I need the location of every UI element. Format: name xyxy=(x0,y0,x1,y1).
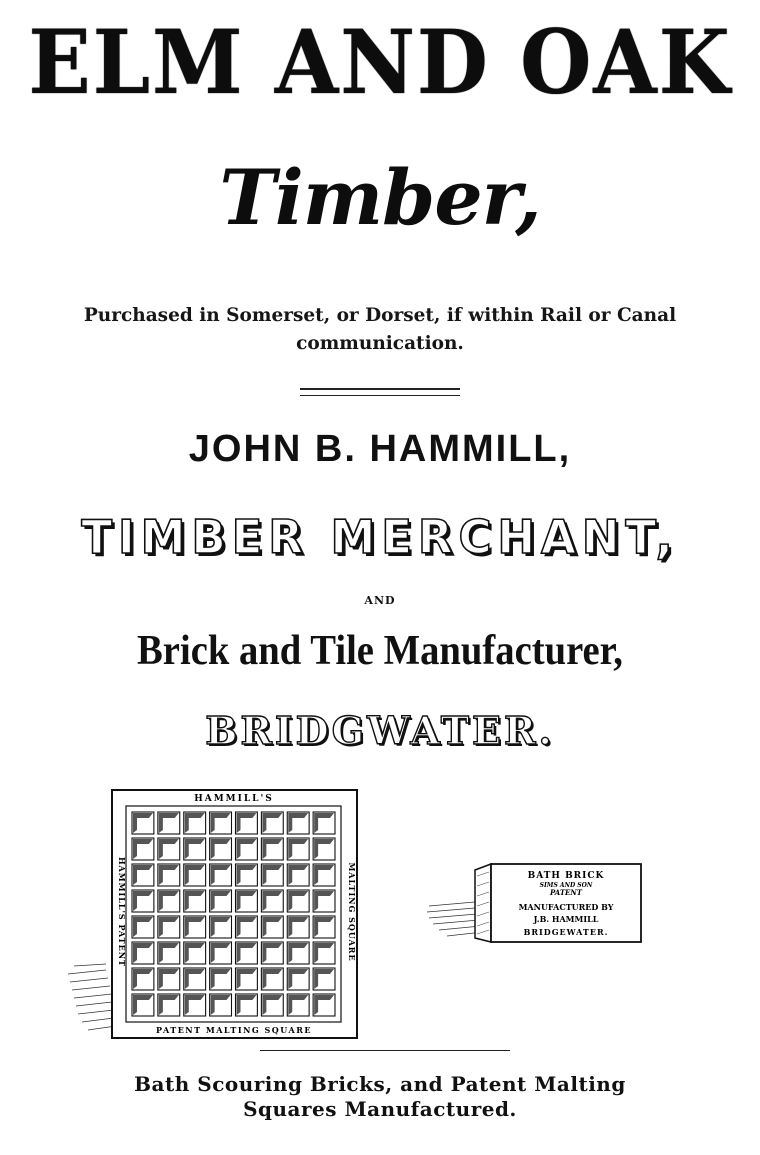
malting-square-illustration xyxy=(68,782,368,1042)
brick-line-6: BRIDGEWATER. xyxy=(523,927,609,937)
proprietor-name: JOHN B. HAMMILL, xyxy=(188,428,572,470)
brick-line-3: PATENT xyxy=(550,888,582,897)
footer-text xyxy=(40,1072,720,1122)
conjunction-and: AND xyxy=(364,594,396,607)
double-rule-divider xyxy=(300,388,460,396)
single-rule-divider xyxy=(260,1050,510,1051)
headline: ELM AND OAK xyxy=(28,10,732,114)
brick-line-5: J.B. HAMMILL xyxy=(533,914,599,924)
square-left-label: HAMMILL'S PATENT xyxy=(117,857,127,967)
brick-line-4: MANUFACTURED BY xyxy=(518,902,614,912)
square-bottom-label: PATENT MALTING SQUARE xyxy=(156,1025,312,1035)
bath-brick-illustration xyxy=(425,862,650,952)
footer-line-1: Bath Scouring Bricks, and Patent Malting xyxy=(134,1072,626,1096)
trade-brick-tile: Brick and Tile Manufacturer, xyxy=(137,628,623,674)
square-right-label: MALTING SQUARE xyxy=(347,862,357,962)
town-name: BRIDGWATER. xyxy=(205,708,555,753)
square-top-label: HAMMILL'S xyxy=(194,794,274,804)
brick-line-1: BATH BRICK xyxy=(527,871,605,881)
trade-timber-merchant: TIMBER MERCHANT, xyxy=(81,510,679,564)
ground-shadow-left xyxy=(68,964,116,1030)
purchase-note: Purchased in Somerset, or Dorset, if within Rail or Canal communication. xyxy=(83,305,677,354)
footer-line-2: Squares Manufactured. xyxy=(243,1097,517,1121)
subheadline-timber: Timber, xyxy=(219,153,541,242)
brick-line-2: SIMS AND SON xyxy=(539,882,593,889)
